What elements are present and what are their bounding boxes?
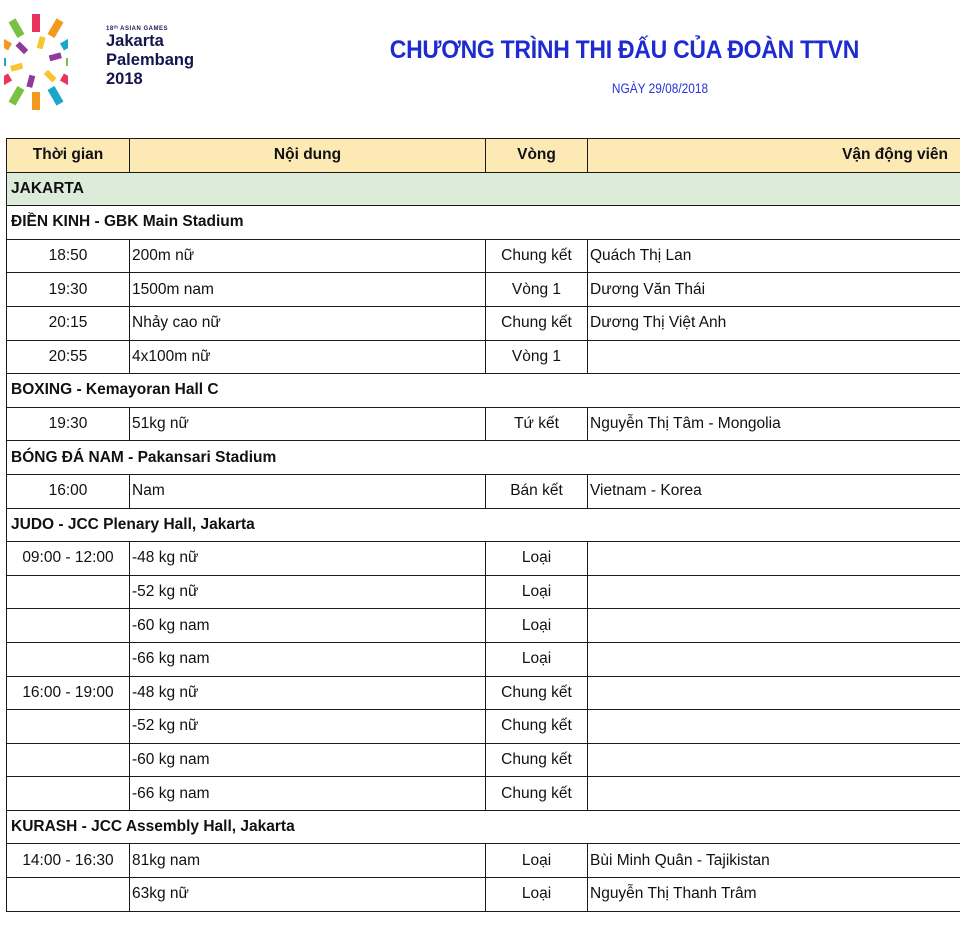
cell-round: Chung kết: [486, 777, 588, 811]
schedule-table: [6, 138, 960, 912]
cell-event: -66 kg nam: [130, 642, 486, 676]
cell-time: 20:15: [7, 306, 130, 340]
page-title: CHƯƠNG TRÌNH THI ĐẤU CỦA ĐOÀN TTVN: [389, 36, 860, 64]
table-row: [7, 542, 960, 576]
table-row: [7, 609, 960, 643]
cell-event: Nam: [130, 474, 486, 508]
section-title: ĐIỀN KINH - GBK Main Stadium: [7, 206, 960, 240]
section-row: [7, 374, 960, 408]
cell-event: 81kg nam: [130, 844, 486, 878]
cell-time: [7, 777, 130, 811]
cell-event: 4x100m nữ: [130, 340, 486, 374]
cell-event: -48 kg nữ: [130, 542, 486, 576]
table-row: [7, 407, 960, 441]
table-row: [7, 743, 960, 777]
table-row: [7, 777, 960, 811]
table-row: [7, 340, 960, 374]
cell-event: Nhảy cao nữ: [130, 306, 486, 340]
cell-athlete: [588, 609, 960, 643]
cell-athlete: [588, 642, 960, 676]
cell-event: -48 kg nữ: [130, 676, 486, 710]
cell-athlete: Vietnam - Korea: [588, 474, 960, 508]
cell-time: [7, 710, 130, 744]
cell-athlete: Nguyễn Thị Tâm - Mongolia: [588, 407, 960, 441]
section-title: JUDO - JCC Plenary Hall, Jakarta: [7, 508, 960, 542]
section-row: [7, 441, 960, 475]
cell-time: 20:55: [7, 340, 130, 374]
table-row: [7, 575, 960, 609]
cell-event: -60 kg nam: [130, 609, 486, 643]
cell-round: Chung kết: [486, 306, 588, 340]
cell-time: [7, 642, 130, 676]
section-row: [7, 810, 960, 844]
cell-round: Chung kết: [486, 239, 588, 273]
cell-round: Loại: [486, 878, 588, 912]
cell-athlete: Nguyễn Thị Thanh Trâm: [588, 878, 960, 912]
cell-round: Chung kết: [486, 710, 588, 744]
cell-round: Chung kết: [486, 676, 588, 710]
cell-time: [7, 743, 130, 777]
table-row: [7, 306, 960, 340]
header-athlete: Vận động viên: [588, 139, 960, 173]
cell-time: 18:50: [7, 239, 130, 273]
cell-round: Loại: [486, 575, 588, 609]
table-header-row: [7, 139, 960, 173]
cell-athlete: Dương Thị Việt Anh: [588, 306, 960, 340]
logo-line-1: Jakarta: [106, 32, 164, 50]
cell-round: Vòng 1: [486, 340, 588, 374]
table-row: [7, 710, 960, 744]
table-row: [7, 642, 960, 676]
cell-athlete: [588, 676, 960, 710]
section-row: [7, 508, 960, 542]
cell-time: 19:30: [7, 273, 130, 307]
cell-time: 16:00 - 19:00: [7, 676, 130, 710]
cell-round: Loại: [486, 844, 588, 878]
cell-athlete: [588, 743, 960, 777]
header-event: Nội dung: [130, 139, 486, 173]
cell-athlete: [588, 575, 960, 609]
cell-time: 09:00 - 12:00: [7, 542, 130, 576]
cell-athlete: [588, 777, 960, 811]
table-row: [7, 474, 960, 508]
cell-time: [7, 878, 130, 912]
cell-athlete: Quách Thị Lan: [588, 239, 960, 273]
cell-round: Loại: [486, 542, 588, 576]
table-row: [7, 273, 960, 307]
cell-event: -52 kg nữ: [130, 710, 486, 744]
cell-round: Tứ kết: [486, 407, 588, 441]
region-label: JAKARTA: [7, 172, 960, 206]
cell-athlete: [588, 542, 960, 576]
cell-time: [7, 575, 130, 609]
cell-athlete: Bùi Minh Quân - Tajikistan: [588, 844, 960, 878]
cell-round: Loại: [486, 609, 588, 643]
cell-time: 14:00 - 16:30: [7, 844, 130, 878]
cell-time: 19:30: [7, 407, 130, 441]
page-header: [0, 0, 960, 130]
section-title: BÓNG ĐÁ NAM - Pakansari Stadium: [7, 441, 960, 475]
section-title: BOXING - Kemayoran Hall C: [7, 374, 960, 408]
cell-event: 1500m nam: [130, 273, 486, 307]
header-time: Thời gian: [7, 139, 130, 173]
cell-event: 51kg nữ: [130, 407, 486, 441]
cell-time: 16:00: [7, 474, 130, 508]
cell-round: Bán kết: [486, 474, 588, 508]
table-row: [7, 844, 960, 878]
table-row: [7, 239, 960, 273]
cell-athlete: [588, 710, 960, 744]
cell-event: 200m nữ: [130, 239, 486, 273]
cell-event: 63kg nữ: [130, 878, 486, 912]
cell-round: Chung kết: [486, 743, 588, 777]
asian-games-logo: [4, 10, 68, 114]
logo-line-2: Palembang: [106, 51, 195, 69]
cell-athlete: Dương Văn Thái: [588, 273, 960, 307]
section-row: [7, 206, 960, 240]
table-row: [7, 676, 960, 710]
header-round: Vòng: [486, 139, 588, 173]
table-row: [7, 878, 960, 912]
cell-round: Vòng 1: [486, 273, 588, 307]
schedule-date: NGÀY 29/08/2018: [611, 81, 709, 96]
cell-event: -60 kg nam: [130, 743, 486, 777]
cell-event: -66 kg nam: [130, 777, 486, 811]
logo-wordmark: [106, 26, 194, 89]
logo-line-3: 2018: [106, 70, 143, 88]
section-title: KURASH - JCC Assembly Hall, Jakarta: [7, 810, 960, 844]
logo-tagline: 18ᵗʰ ASIAN GAMES: [106, 26, 168, 32]
cell-round: Loại: [486, 642, 588, 676]
schedule-body: [7, 139, 960, 912]
cell-event: -52 kg nữ: [130, 575, 486, 609]
region-row: [7, 172, 960, 206]
cell-time: [7, 609, 130, 643]
cell-athlete: [588, 340, 960, 374]
